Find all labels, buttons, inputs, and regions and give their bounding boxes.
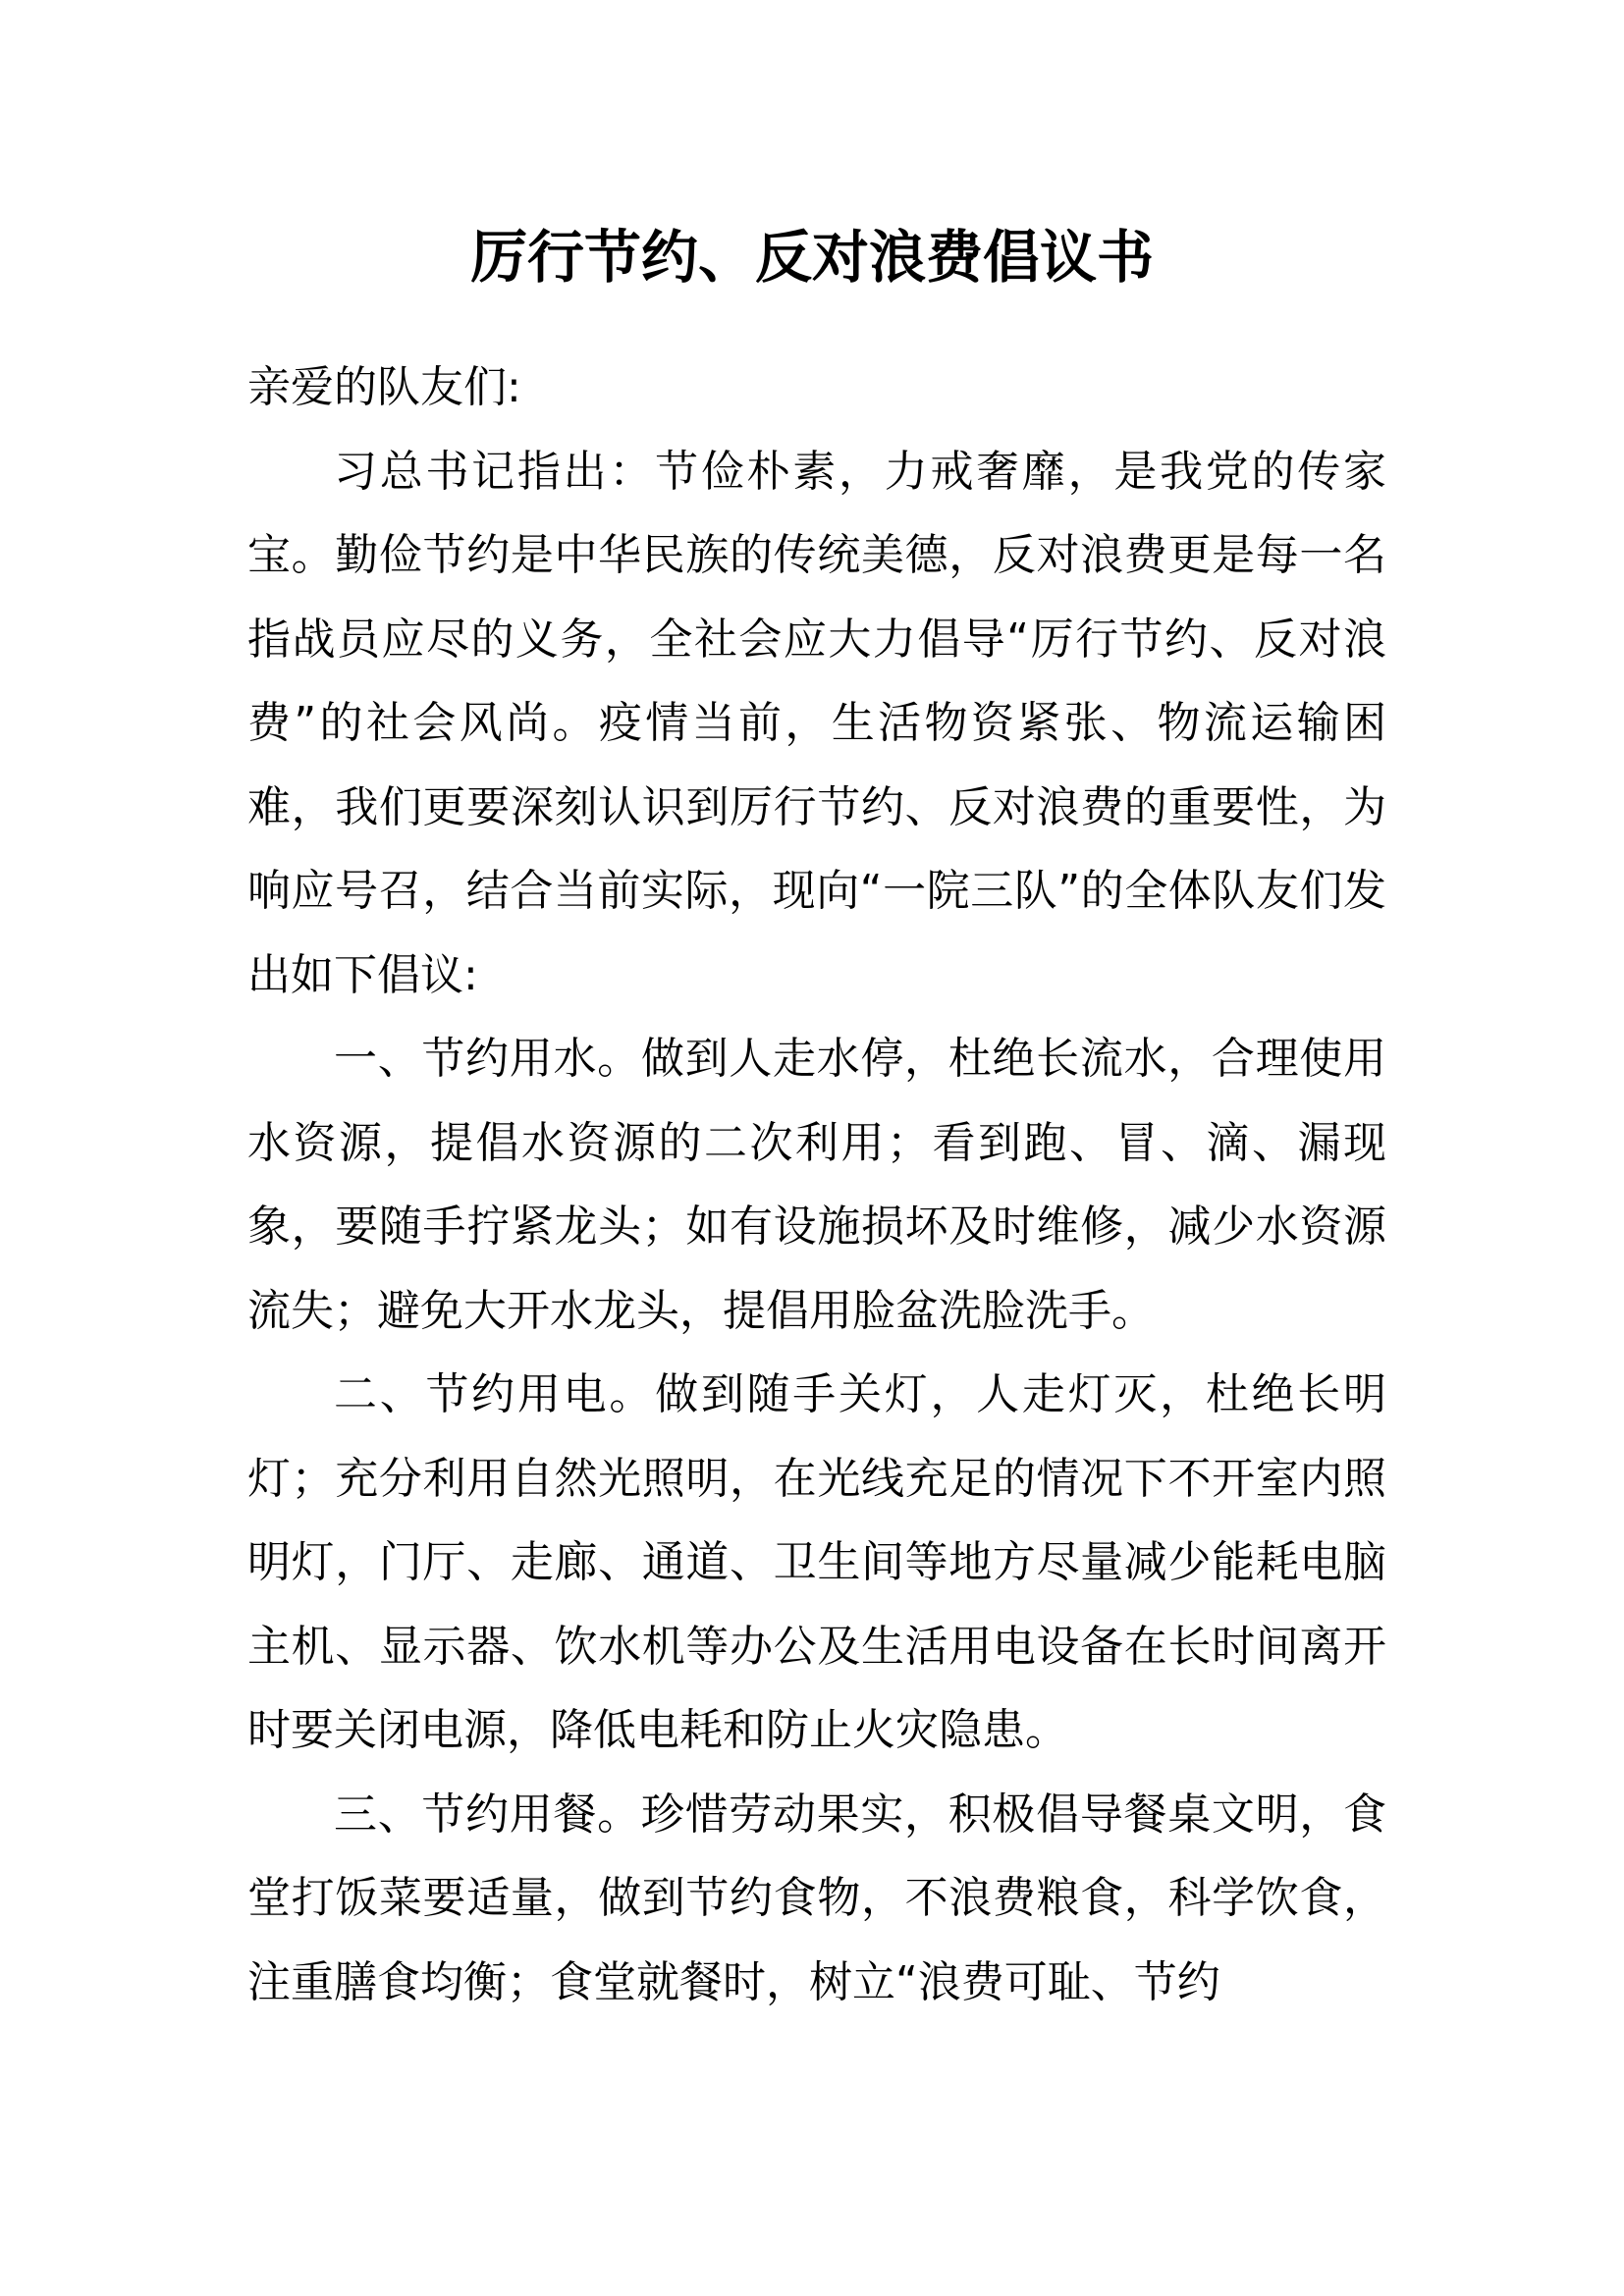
paragraph-save-food: 三、节约用餐。珍惜劳动果实，积极倡导餐桌文明，食堂打饭菜要适量，做到节约食物，不浪费粮食，科学饮食，注重膳食均衡；食堂就餐时，树立“浪费可耻、节约: [247, 1789, 1386, 2007]
paragraph-save-water: 一、节约用水。做到人走水停，杜绝长流水，合理使用水资源，提倡水资源的二次利用；看到跑、冒、滴、漏现象，要随手拧紧龙头；如有设施损坏及时维修，减少水资源流失；避免大开水龙头，提倡用脸盆洗脸洗手。: [247, 1034, 1386, 1336]
paragraph-save-electricity: 二、节约用电。做到随手关灯，人走灯灭，杜绝长明灯；充分利用自然光照明，在光线充足的情况下不开室内照明灯，门厅、走廊、通道、卫生间等地方尽量减少能耗电脑主机、显示器、饮水机等办公及生活用电设备在长时间离开时要关闭电源，降低电耗和防止火灾隐患。: [247, 1369, 1386, 1755]
salutation: 亲爱的队友们:: [247, 362, 521, 412]
document-body: [247, 346, 1386, 2024]
document-title: 厉行节约、反对浪费倡议书: [469, 224, 1154, 291]
paragraph-intro: 习总书记指出：节俭朴素，力戒奢靡，是我党的传家宝。勤俭节约是中华民族的传统美德，反对浪费更是每一名指战员应尽的义务，全社会应大力倡导“厉行节约、反对浪费”的社会风尚。疫情当前，生活物资紧张、物流运输困难，我们更要深刻认识到厉行节约、反对浪费的重要性，为响应号召，结合当前实际，现向“一院三队”的全体队友们发出如下倡议:: [247, 446, 1386, 1000]
